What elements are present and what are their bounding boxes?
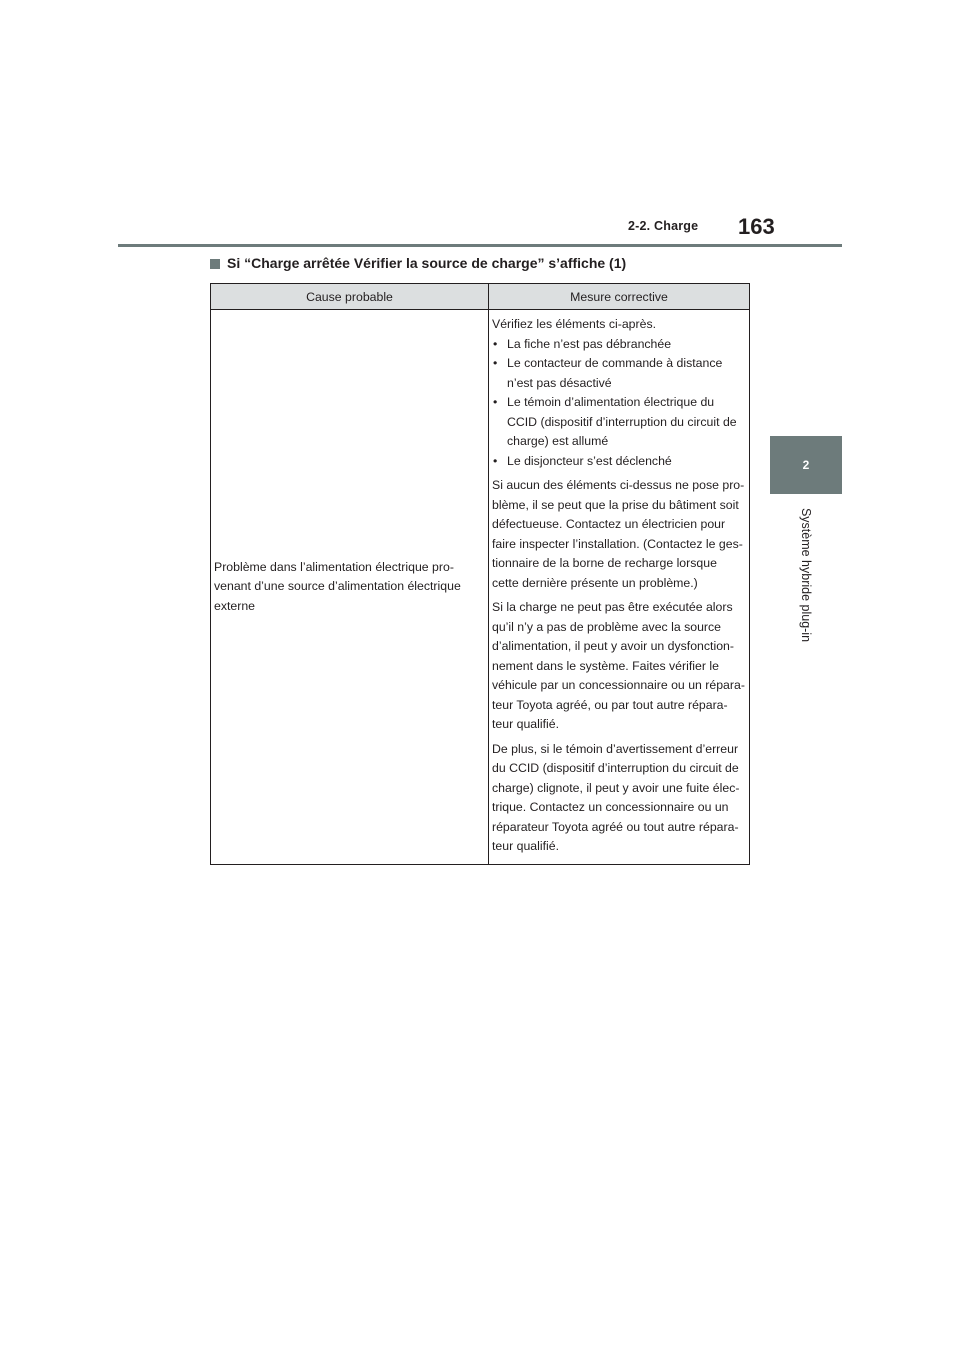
section-heading-text: Si “Charge arrêtée Vérifier la source de charge” s’affiche (1) bbox=[227, 255, 627, 271]
list-item: • La fiche n’est pas débranchée bbox=[492, 335, 746, 355]
section-label: 2-2. Charge bbox=[628, 219, 699, 233]
column-header-measure: Mesure corrective bbox=[489, 284, 750, 310]
square-bullet-icon bbox=[210, 259, 220, 269]
measure-intro: Vérifiez les éléments ci-après. bbox=[492, 317, 657, 331]
check-list bbox=[492, 335, 746, 472]
cause-cell: Problème dans l’alimentation électrique pro-venant d’une source d’alimentation électrique externe bbox=[211, 310, 489, 865]
header-rule bbox=[118, 244, 842, 247]
page-header bbox=[0, 0, 960, 250]
column-header-cause: Cause probable bbox=[211, 284, 489, 310]
table-row bbox=[211, 310, 750, 865]
measure-cell bbox=[489, 310, 750, 865]
page-number: 163 bbox=[738, 214, 775, 239]
cause-measure-table bbox=[210, 283, 750, 865]
table-header-row bbox=[211, 284, 750, 310]
chapter-title: Système hybride plug-in bbox=[799, 507, 813, 643]
measure-paragraph: De plus, si le témoin d’avertissement d’erreur du CCID (dispositif d’interruption du circuit de charge) clignote, il peut y avoir une fuite élec-trique. Contactez un concessionnaire ou un réparateur Toyota agréé ou tout autre répara-teur qualifié. bbox=[492, 741, 740, 853]
list-item: • Le contacteur de commande à distance n’est pas désactivé bbox=[492, 354, 746, 393]
measure-paragraph: Si la charge ne peut pas être exécutée alors qu’il n’y a pas de problème avec la source d’alimentation, il peut y avoir un dysfonction-nement dans le système. Faites vérifier le véhicule par un concessionnaire ou un répara-teur Toyota agréé, ou par tout autre répara-teur qualifié. bbox=[492, 600, 745, 731]
chapter-tab[interactable] bbox=[770, 436, 842, 494]
list-item: • Le disjoncteur s’est déclenché bbox=[492, 452, 746, 472]
measure-paragraph: Si aucun des éléments ci-dessus ne pose pro-blème, il se peut que la prise du bâtiment soit défectueuse. Contactez un électricien pour faire inspecter l’installation. (Contactez le ges-tionnaire de la borne de recharge lorsque cette dernière présente un problème.) bbox=[492, 478, 745, 590]
list-item: • Le témoin d’alimentation électrique du CCID (dispositif d’interruption du circuit de charge) est allumé bbox=[492, 393, 746, 452]
chapter-tab-number: 2 bbox=[802, 458, 810, 472]
section-heading bbox=[210, 255, 626, 271]
